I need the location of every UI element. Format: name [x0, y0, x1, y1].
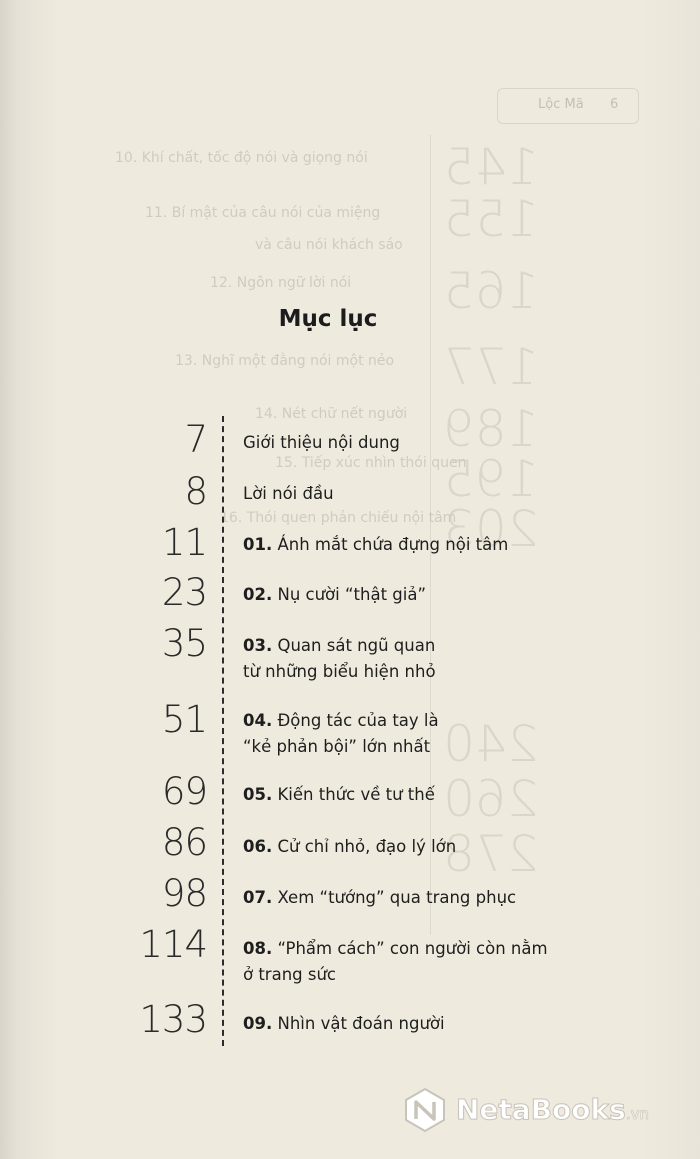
ghost-number: 189: [443, 400, 539, 458]
toc-entry-title: 09. Nhìn vật đoán người: [243, 1014, 445, 1033]
ghost-line: 10. Khí chất, tốc độ nói và giọng nói: [115, 150, 368, 166]
toc-entry-title: 04. Động tác của tay là “kẻ phản bội” lớn nhất: [243, 711, 439, 756]
toc-title: Mục lục: [278, 306, 378, 332]
toc-page-number: 35: [161, 622, 207, 665]
netabooks-logo-icon: [402, 1087, 448, 1133]
toc-entry-title: 06. Cử chỉ nhỏ, đạo lý lớn: [243, 837, 457, 856]
toc-page-number: 114: [139, 923, 207, 966]
ghost-number: 177: [443, 338, 539, 396]
toc-page-number: 133: [139, 998, 207, 1041]
toc-page-number: 51: [161, 698, 207, 741]
toc-entry-title: 03. Quan sát ngũ quan từ những biểu hiện nhỏ: [243, 636, 436, 681]
ghost-number: 260: [443, 770, 539, 828]
ghost-number: 155: [443, 190, 539, 248]
toc-page-number: 7: [184, 418, 207, 461]
toc-page-number: 23: [161, 571, 207, 614]
ghost-number: 195: [443, 450, 539, 508]
ghost-line: 13. Nghĩ một đằng nói một nẻo: [175, 353, 395, 369]
ghost-number: 203: [443, 500, 539, 558]
ghost-line: 16. Thói quen phản chiếu nội tâm: [220, 510, 457, 526]
ghost-header-title: Lộc Mã: [538, 97, 584, 112]
ghost-line: và câu nói khách sáo: [255, 237, 403, 253]
toc-entry-title: 08. “Phẩm cách” con người còn nằm ở trang sức: [243, 939, 548, 984]
netabooks-watermark: [402, 1085, 692, 1135]
toc-entry-title: Lời nói đầu: [243, 484, 334, 503]
ghost-number: 278: [443, 825, 539, 883]
toc-entry-title: 01. Ánh mắt chứa đựng nội tâm: [243, 535, 509, 554]
ghost-header-page: 6: [610, 97, 619, 112]
toc-page-number: 98: [161, 872, 207, 915]
watermark-text: NetaBooks.vn: [456, 1093, 649, 1126]
toc-page-number: 86: [161, 821, 207, 864]
ghost-line: 15. Tiếp xúc nhìn thói quen: [275, 455, 467, 471]
toc-entry-title: 02. Nụ cười “thật giả”: [243, 585, 427, 604]
ghost-number: 240: [443, 715, 539, 773]
ghost-line: 14. Nét chữ nết người: [255, 406, 408, 422]
toc-entry-title: 05. Kiến thức về tư thế: [243, 785, 435, 804]
toc-page-number: 11: [161, 521, 207, 564]
toc-page-number: 69: [161, 770, 207, 813]
ghost-number: 145: [443, 138, 539, 196]
toc-entry-title: 07. Xem “tướng” qua trang phục: [243, 888, 517, 907]
ghost-header: [497, 88, 639, 124]
ghost-line: 12. Ngôn ngữ lời nói: [210, 275, 352, 291]
toc-page-number: 8: [184, 470, 207, 513]
toc-entry-title: Giới thiệu nội dung: [243, 433, 400, 452]
ghost-line: 11. Bí mật của câu nói của miệng: [145, 205, 381, 221]
ghost-number: 165: [443, 262, 539, 320]
dashed-divider: [222, 416, 224, 1046]
